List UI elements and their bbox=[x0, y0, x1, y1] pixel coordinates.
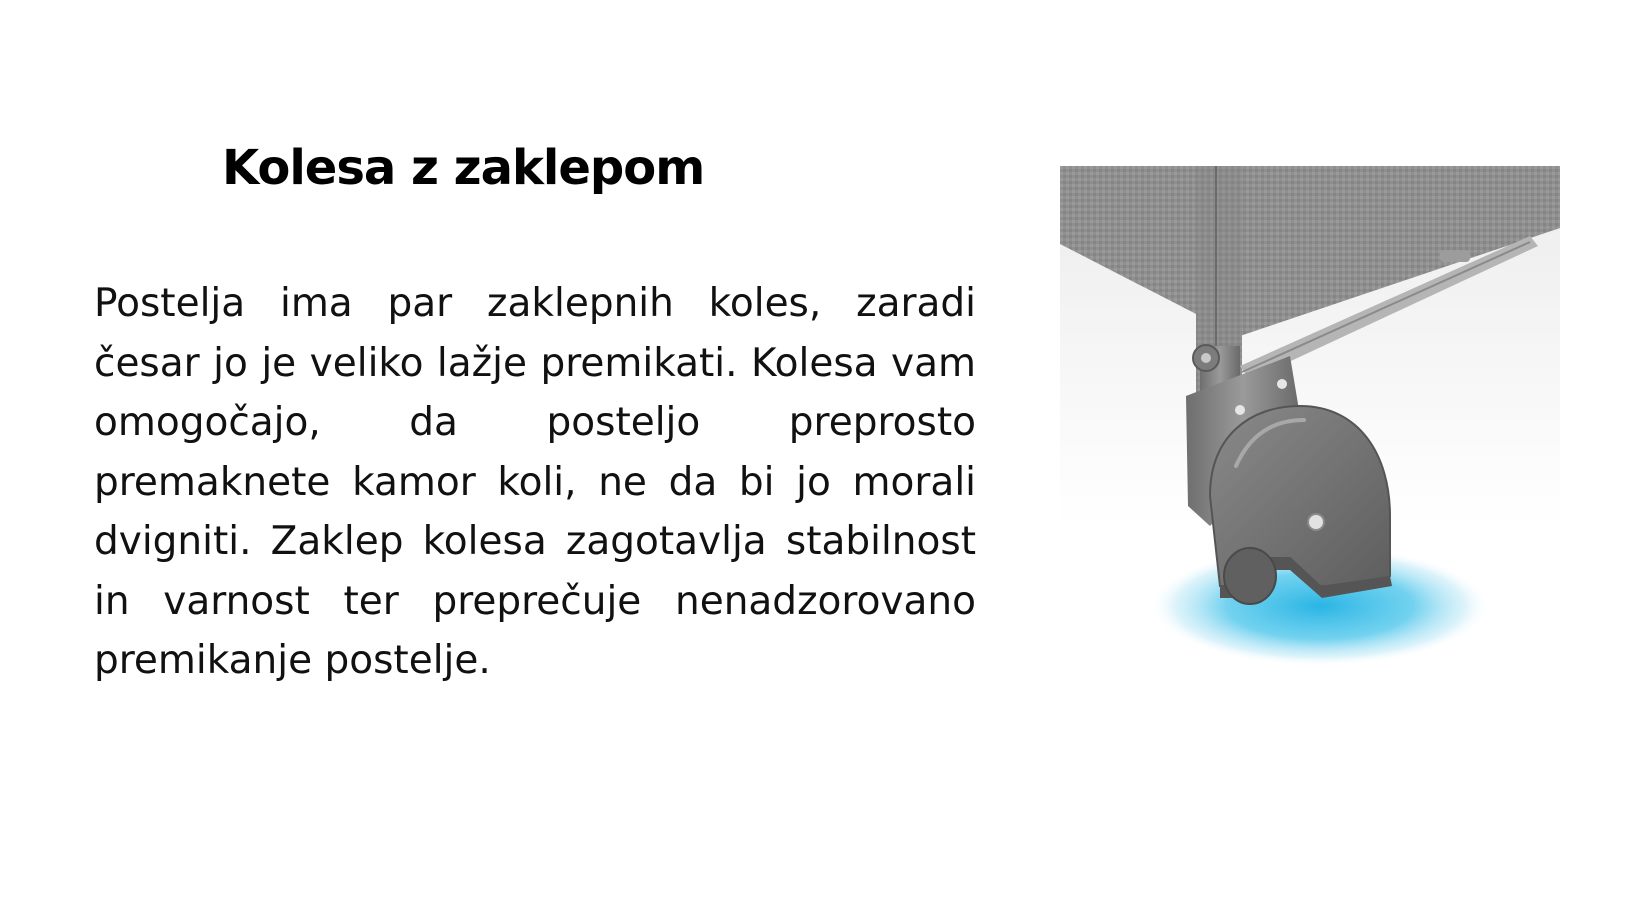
axle-bolt-icon bbox=[1308, 514, 1324, 530]
locking-wheel-image bbox=[1060, 166, 1560, 686]
description-paragraph: Postelja ima par zaklepnih koles, zaradi česar jo je veliko lažje premikati. Kolesa vam omogočajo, da posteljo preprosto premaknete kamor koli, ne da bi jo morali dvigniti. Zaklep kolesa zagotavlja stabilnost in varnost ter preprečuje nenadzorovano premikanje postelje. bbox=[94, 281, 976, 683]
bracket-rivet-2 bbox=[1235, 405, 1245, 415]
wheel-tire bbox=[1224, 548, 1276, 604]
bracket-rivet-1 bbox=[1277, 379, 1287, 389]
screw-center bbox=[1201, 353, 1211, 363]
locking-wheel-illustration bbox=[1060, 166, 1560, 686]
page-title: Kolesa z zaklepom bbox=[222, 140, 705, 196]
bar-clip bbox=[1440, 250, 1470, 262]
